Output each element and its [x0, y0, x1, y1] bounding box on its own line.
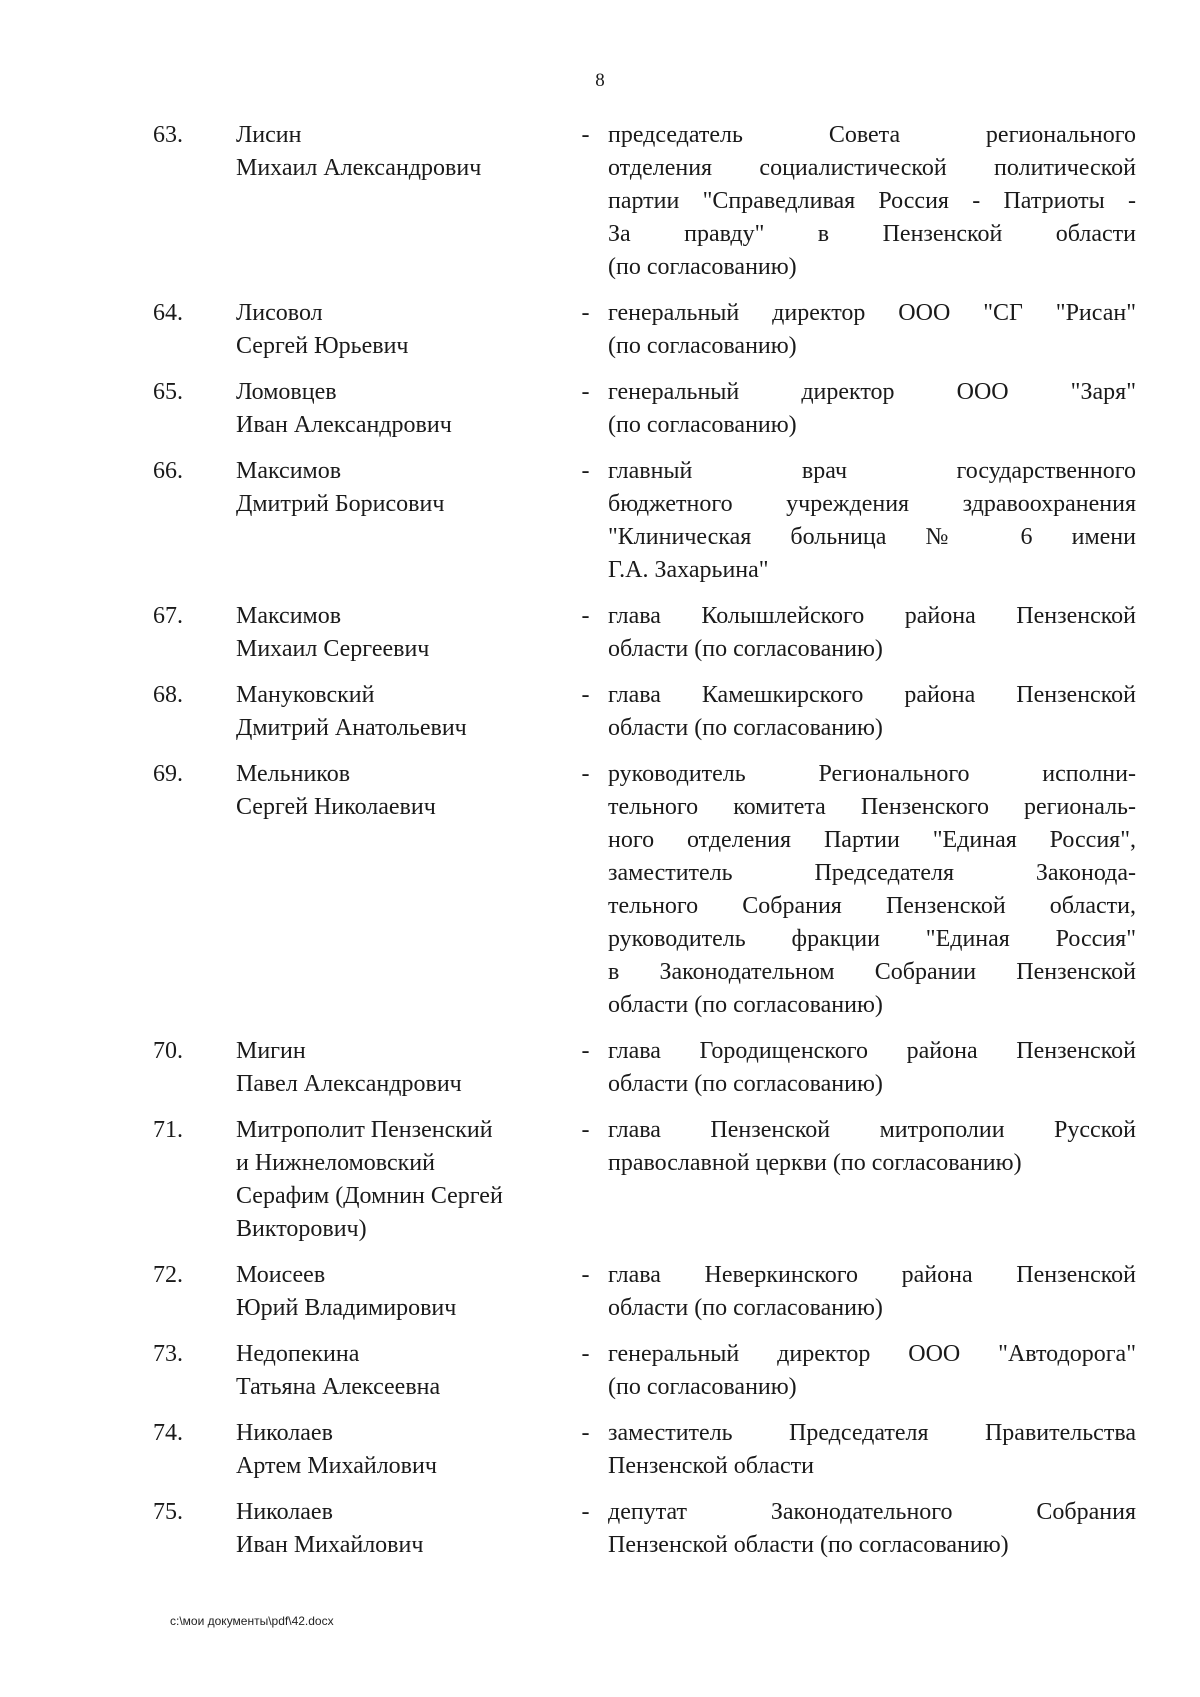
person-role-line: председатель Совета регионального [608, 122, 1136, 148]
list-item [0, 600, 1200, 666]
person-name-line: Сергей Юрьевич [236, 333, 409, 359]
person-role-line: (по согласованию) [608, 333, 797, 359]
person-name-line: Митрополит Пензенский [236, 1117, 493, 1143]
person-name-line: Михаил Александрович [236, 155, 482, 181]
person-role-line: тельного комитета Пензенского региональ- [608, 794, 1136, 820]
person-role-line: области (по согласованию) [608, 1295, 883, 1321]
entry-dash: - [581, 122, 590, 148]
person-role-line: глава Камешкирского района Пензенской [608, 682, 1136, 708]
person-role-line: бюджетного учреждения здравоохранения [608, 491, 1136, 517]
person-role [608, 1035, 1136, 1101]
entry-number: 71. [153, 1117, 183, 1143]
entry-number: 66. [153, 458, 183, 484]
person-name-line: Николаев [236, 1420, 333, 1446]
person-role-line: генеральный директор ООО "СГ "Рисан" [608, 300, 1136, 326]
person-role [608, 1417, 1136, 1483]
person-role-line: православной церкви (по согласованию) [608, 1150, 1022, 1176]
entry-number: 69. [153, 761, 183, 787]
person-role-line: области (по согласованию) [608, 636, 883, 662]
person-name [213, 119, 563, 185]
list-item [0, 1496, 1200, 1562]
list-item [0, 1114, 1200, 1246]
person-name [213, 758, 563, 824]
person-name [213, 297, 563, 363]
person-role-line: партии "Справедливая Россия - Патриоты - [608, 188, 1136, 214]
file-path-footer: c:\мои документы\pdf\42.docx [170, 1614, 334, 1628]
entry-dash: - [581, 761, 590, 787]
person-role [608, 455, 1136, 587]
person-role [608, 376, 1136, 442]
person-role-line: в Законодательном Собрании Пензенской [608, 959, 1136, 985]
person-name-line: Мигин [236, 1038, 306, 1064]
person-role-line: руководитель фракции "Единая Россия" [608, 926, 1136, 952]
person-name-line: Михаил Сергеевич [236, 636, 430, 662]
page-number: 8 [595, 70, 605, 91]
person-name-line: Серафим (Домнин Сергей [236, 1183, 503, 1209]
person-role-line: руководитель Регионального исполни- [608, 761, 1136, 787]
person-role-line: заместитель Председателя Законода- [608, 860, 1136, 886]
person-name-line: Николаев [236, 1499, 333, 1525]
person-role-line: (по согласованию) [608, 254, 797, 280]
person-name-line: Ломовцев [236, 379, 337, 405]
person-role-line: глава Городищенского района Пензенской [608, 1038, 1136, 1064]
person-role-line: генеральный директор ООО "Автодорога" [608, 1341, 1136, 1367]
person-role-line: глава Неверкинского района Пензенской [608, 1262, 1136, 1288]
entry-number: 70. [153, 1038, 183, 1064]
person-role [608, 1114, 1136, 1180]
person-role [608, 297, 1136, 363]
entry-dash: - [581, 682, 590, 708]
person-name-line: Мануковский [236, 682, 375, 708]
entry-number: 72. [153, 1262, 183, 1288]
entry-dash: - [581, 1341, 590, 1367]
entry-number: 68. [153, 682, 183, 708]
person-name [213, 600, 563, 666]
entry-number: 67. [153, 603, 183, 629]
entry-list [0, 119, 1200, 1575]
person-role-line: заместитель Председателя Правительства [608, 1420, 1136, 1446]
person-role-line: Г.А. Захарьина" [608, 557, 769, 583]
person-role-line: области (по согласованию) [608, 992, 883, 1018]
person-role [608, 1496, 1136, 1562]
person-role [608, 679, 1136, 745]
person-name [213, 1035, 563, 1101]
person-name-line: Иван Михайлович [236, 1532, 424, 1558]
person-name-line: Лисин [236, 122, 302, 148]
person-role [608, 758, 1136, 1022]
person-role-line: Пензенской области (по согласованию) [608, 1532, 1009, 1558]
person-name [213, 1496, 563, 1562]
person-name [213, 376, 563, 442]
person-name [213, 1114, 563, 1246]
person-role-line: За правду" в Пензенской области [608, 221, 1136, 247]
person-role [608, 600, 1136, 666]
entry-dash: - [581, 1117, 590, 1143]
entry-dash: - [581, 1038, 590, 1064]
person-role-line: (по согласованию) [608, 412, 797, 438]
entry-number: 65. [153, 379, 183, 405]
entry-number: 73. [153, 1341, 183, 1367]
entry-number: 74. [153, 1420, 183, 1446]
person-role-line: глава Пензенской митрополии Русской [608, 1117, 1136, 1143]
list-item [0, 455, 1200, 587]
person-role-line: области (по согласованию) [608, 1071, 883, 1097]
person-name-line: Максимов [236, 603, 342, 629]
entry-dash: - [581, 1420, 590, 1446]
person-role-line: области (по согласованию) [608, 715, 883, 741]
entry-dash: - [581, 1262, 590, 1288]
person-name [213, 1259, 563, 1325]
person-name-line: Сергей Николаевич [236, 794, 436, 820]
person-role-line: главный врач государственного [608, 458, 1136, 484]
person-role-line: Пензенской области [608, 1453, 814, 1479]
person-name-line: Максимов [236, 458, 342, 484]
person-name-line: Дмитрий Анатольевич [236, 715, 467, 741]
person-name [213, 679, 563, 745]
person-name-line: Дмитрий Борисович [236, 491, 445, 517]
entry-dash: - [581, 458, 590, 484]
person-role-line: отделения социалистической политической [608, 155, 1136, 181]
person-role [608, 1259, 1136, 1325]
person-name-line: Викторович) [236, 1216, 367, 1242]
person-name-line: Недопекина [236, 1341, 360, 1367]
entry-dash: - [581, 300, 590, 326]
person-name-line: Павел Александрович [236, 1071, 462, 1097]
person-role [608, 119, 1136, 284]
person-name [213, 455, 563, 521]
person-name-line: Иван Александрович [236, 412, 452, 438]
person-name-line: Мельников [236, 761, 351, 787]
person-name-line: Моисеев [236, 1262, 326, 1288]
person-role [608, 1338, 1136, 1404]
list-item [0, 297, 1200, 363]
list-item [0, 376, 1200, 442]
person-name-line: и Нижнеломовский [236, 1150, 435, 1176]
person-name-line: Лисовол [236, 300, 323, 326]
person-role-line: глава Колышлейского района Пензенской [608, 603, 1136, 629]
list-item [0, 1259, 1200, 1325]
person-name-line: Юрий Владимирович [236, 1295, 457, 1321]
person-name [213, 1417, 563, 1483]
person-name-line: Артем Михайлович [236, 1453, 437, 1479]
person-role-line: депутат Законодательного Собрания [608, 1499, 1136, 1525]
list-item [0, 679, 1200, 745]
person-role-line: генеральный директор ООО "Заря" [608, 379, 1136, 405]
list-item [0, 1338, 1200, 1404]
person-name-line: Татьяна Алексеевна [236, 1374, 441, 1400]
person-role-line: ного отделения Партии "Единая Россия", [608, 827, 1136, 853]
entry-dash: - [581, 379, 590, 405]
entry-number: 64. [153, 300, 183, 326]
entry-dash: - [581, 603, 590, 629]
entry-dash: - [581, 1499, 590, 1525]
person-name [213, 1338, 563, 1404]
entry-number: 63. [153, 122, 183, 148]
list-item [0, 119, 1200, 284]
entry-number: 75. [153, 1499, 183, 1525]
list-item [0, 758, 1200, 1022]
list-item [0, 1417, 1200, 1483]
person-role-line: "Клиническая больница № 6 имени [608, 524, 1136, 550]
person-role-line: тельного Собрания Пензенской области, [608, 893, 1136, 919]
person-role-line: (по согласованию) [608, 1374, 797, 1400]
list-item [0, 1035, 1200, 1101]
